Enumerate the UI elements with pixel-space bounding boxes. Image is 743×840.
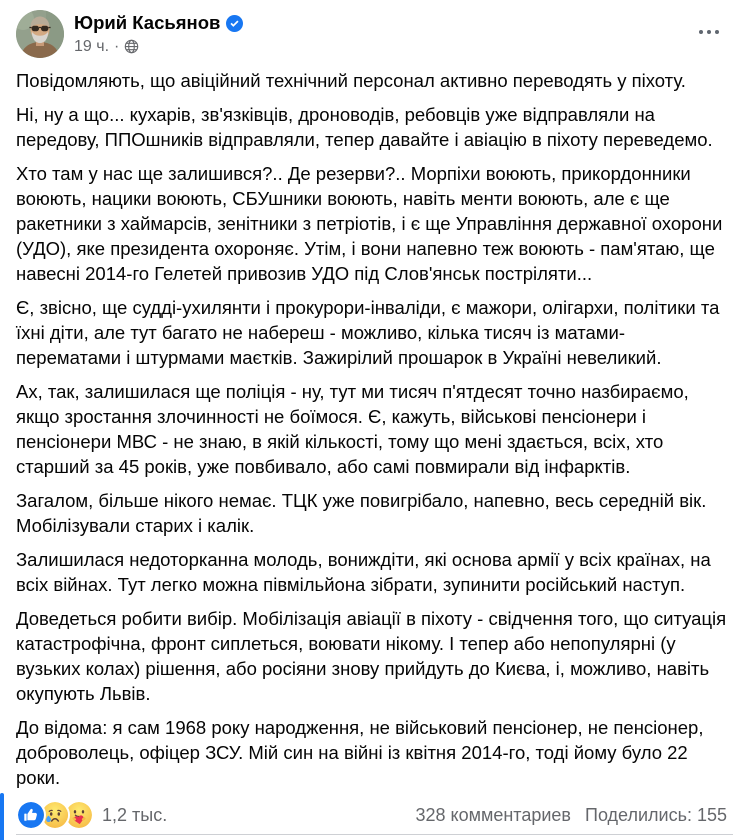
shares-count[interactable]: Поделились: 155	[585, 805, 727, 825]
engagement-bar	[0, 800, 743, 830]
timestamp[interactable]: 19 ч.	[74, 38, 110, 55]
ellipsis-dot	[715, 30, 720, 35]
reactions-summary[interactable]	[16, 800, 167, 830]
header-info	[74, 10, 691, 56]
post-paragraph: Залишилася недоторканна молодь, вониждіти, які основа армії у всіх країнах, на всіх війнах. Тут легко можна півмільйона зібрати, зупинити російський наступ.	[16, 549, 716, 595]
more-options-button[interactable]	[691, 14, 727, 50]
ellipsis-dot	[699, 30, 704, 35]
post-body	[0, 62, 743, 790]
post-paragraph: Є, звісно, ще судді-ухилянти і прокурори-інваліди, є мажори, олігархи, політики та їхні діти, але тут багато не набереш - можливо, кілька тисяч із матами-перематами і штурмами маєтків. Зажирілий прошарок в Україні невеликий.	[16, 297, 725, 368]
globe-icon	[124, 39, 139, 54]
footer-counts	[415, 802, 727, 828]
footer-divider	[16, 834, 733, 835]
reaction-count[interactable]: 1,2 тыс.	[102, 805, 168, 825]
avatar[interactable]	[16, 10, 64, 58]
post-paragraph: Ні, ну а що... кухарів, зв'язківців, дроноводів, ребовців уже відправляли на передову, ППОшників відправляли, тепер давайте і авіацію в піхоту переведемо.	[16, 104, 713, 150]
post-paragraph: Хто там у нас ще залишився?.. Де резерви?.. Морпіхи воюють, прикордонники воюють, нацики воюють, СБУшники воюють, навіть менти воюють, але є ще ракетники з хаймарсів, зенітники з петріотів, і є ще Управління державної охорони (УДО), яке президента охороняє. Утім, і вони напевно теж воюють - пам'ятаю, ще навесні 2014-го Гелетей привозив УДО під Слов'янськ постріляти...	[16, 163, 728, 284]
avatar-image	[16, 10, 64, 58]
comments-count[interactable]: 328 комментариев	[415, 805, 571, 825]
post-header	[0, 0, 743, 62]
author-name[interactable]: Юрий Касьянов	[74, 12, 221, 33]
ellipsis-dot	[707, 30, 712, 35]
left-edge-highlight-bar	[0, 793, 4, 840]
verified-badge-icon	[226, 15, 243, 32]
post-paragraph: Загалом, більше нікого немає. ТЦК уже повигрібало, напевно, весь середній вік. Мобілізували старих і калік.	[16, 490, 712, 536]
like-reaction-icon	[16, 800, 46, 830]
dot-separator: ·	[114, 38, 120, 55]
post-paragraph: Ах, так, залишилася ще поліція - ну, тут ми тисяч п'ятдесят точно назбираємо, якщо зростання злочинності не боїмося. Є, кажуть, військові пенсіонери і пенсіонери МВС - не знаю, в якій кількості, тому що мені здається, всіх, хто старший за 45 років, уже повбивало, або самі повмирали від інфарктів.	[16, 381, 694, 477]
post-paragraph: Доведеться робити вибір. Мобілізація авіації в піхоту - свідчення того, що ситуація катастрофічна, фронт сиплеться, воювати нікому. І тепер або непопулярні (у вузьких колах) рішення, або росіяни знову прийдуть до Києва, і, можливо, навіть окупують Львів.	[16, 608, 732, 704]
post-paragraph: До відома: я сам 1968 року народження, не військовий пенсіонер, не пенсіонер, доброволець, офіцер ЗСУ. Мій син на війні із квітня 2014-го, тоді йому було 22 роки.	[16, 717, 709, 788]
post-paragraph: Повідомляють, що авіційний технічний персонал активно переводять у піхоту.	[16, 70, 686, 91]
